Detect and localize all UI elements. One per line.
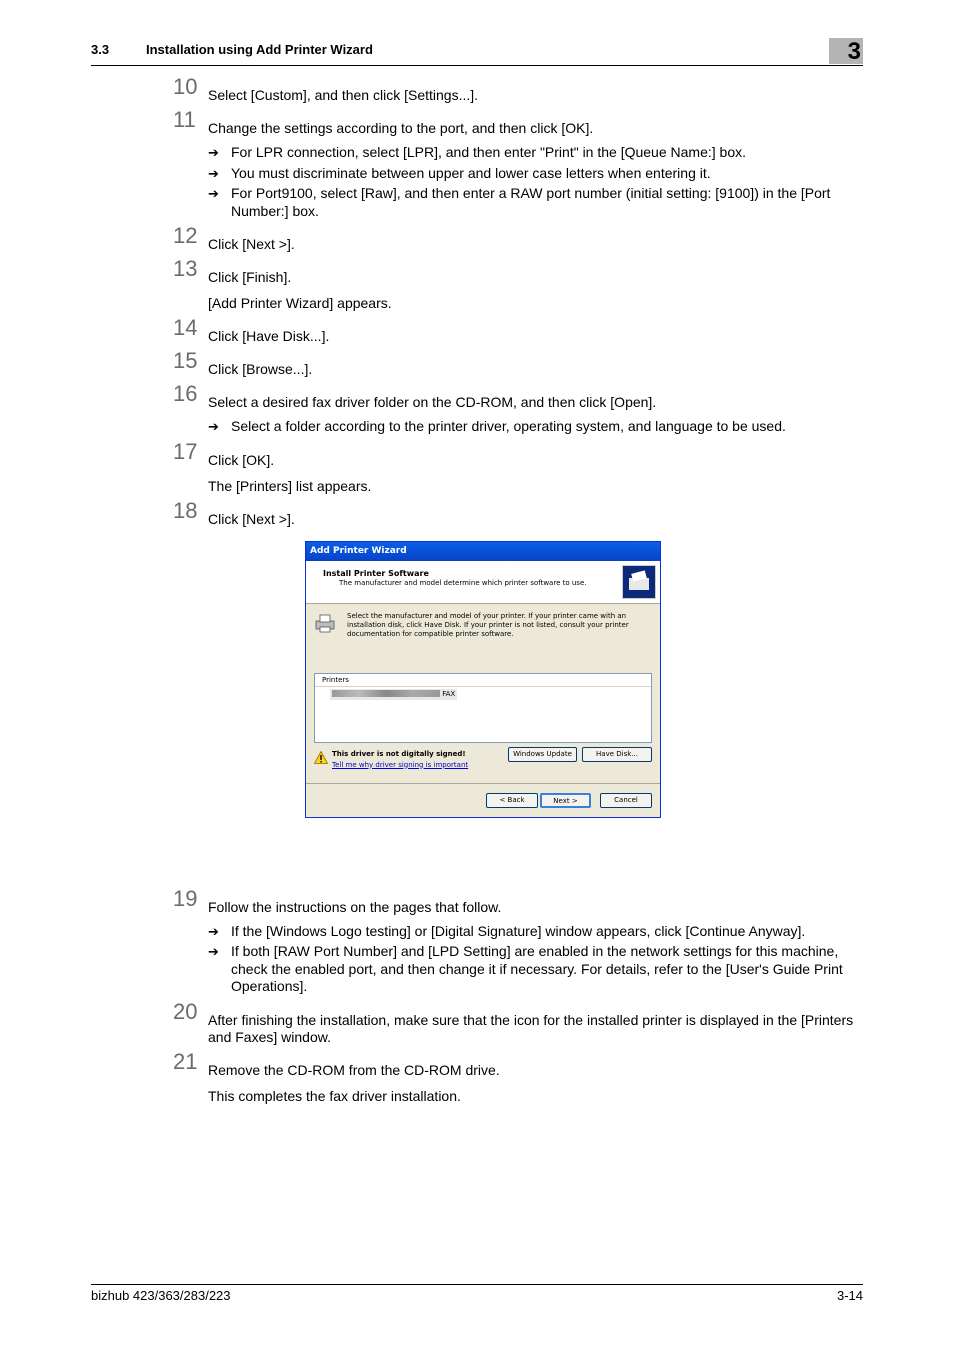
dialog-heading: Install Printer Software — [323, 568, 429, 578]
step-number: 15 — [173, 348, 198, 373]
step-text: Click [Finish]. — [208, 269, 292, 285]
section-title: Installation using Add Printer Wizard — [146, 42, 373, 57]
list-item-label: FAX — [442, 689, 456, 698]
bullet-text: For Port9100, select [Raw], and then enter a RAW port number (initial setting: [9100]) in the [Port Number:] box. — [231, 185, 831, 219]
step-note: The [Printers] list appears. — [208, 477, 372, 494]
step-21 — [173, 1048, 863, 1105]
arrow-icon: ➔ — [208, 944, 219, 959]
bullet-list — [208, 923, 863, 996]
step-number: 21 — [173, 1048, 198, 1074]
bullet-text: For LPR connection, select [LPR], and then enter "Print" in the [Queue Name:] box. — [231, 144, 746, 160]
dialog-subheading: The manufacturer and model determine which printer software to use. — [339, 578, 587, 587]
main-content — [173, 74, 863, 1105]
printers-list[interactable] — [314, 673, 652, 743]
dialog-divider — [306, 783, 660, 784]
bullet-text: Select a folder according to the printer driver, operating system, and language to be used. — [231, 418, 786, 434]
printers-list-header: Printers — [315, 674, 651, 687]
add-printer-wizard-dialog — [305, 541, 661, 818]
step-number: 19 — [173, 885, 198, 911]
bullet-list — [208, 144, 863, 220]
have-disk-button[interactable]: Have Disk... — [582, 747, 652, 762]
printer-list-item[interactable] — [330, 689, 457, 700]
step-text: Select a desired fax driver folder on the CD-ROM, and then click [Open]. — [208, 394, 657, 410]
bullet-list — [208, 418, 863, 436]
section-number: 3.3 — [91, 42, 110, 57]
bullet-item — [208, 418, 863, 436]
bullet-text: If both [RAW Port Number] and [LPD Setting] are enabled in the network settings for this machine, check the enabled port, and then change it if necessary. For details, refer to the [User's Guide Print Operations]. — [231, 943, 843, 994]
chapter-badge: 3 — [829, 38, 863, 64]
step-17 — [173, 438, 863, 495]
bullet-item — [208, 923, 863, 941]
step-number: 10 — [173, 74, 198, 99]
step-number: 11 — [173, 107, 196, 132]
page-number: 3-14 — [836, 1288, 863, 1303]
step-text: Click [OK]. — [208, 451, 275, 468]
arrow-icon: ➔ — [208, 165, 219, 181]
step-number: 13 — [173, 256, 198, 281]
step-number: 20 — [173, 998, 198, 1024]
step-19 — [173, 885, 863, 996]
arrow-icon: ➔ — [208, 145, 219, 160]
dialog-header-panel — [306, 561, 660, 604]
screenshot-figure — [173, 541, 863, 883]
step-note: [Add Printer Wizard] appears. — [208, 295, 392, 311]
wizard-logo-icon — [622, 565, 656, 599]
step-11 — [173, 107, 863, 220]
printer-icon — [314, 612, 336, 634]
step-12 — [173, 223, 863, 253]
arrow-icon: ➔ — [208, 419, 219, 434]
step-text: Follow the instructions on the pages that follow. — [208, 898, 502, 915]
back-button[interactable]: < Back — [486, 793, 538, 808]
step-16 — [173, 381, 863, 436]
step-text: Click [Browse...]. — [208, 361, 313, 377]
next-button[interactable]: Next > — [540, 793, 591, 808]
bullet-text: You must discriminate between upper and lower case letters when entering it. — [231, 164, 711, 181]
product-name: bizhub 423/363/283/223 — [91, 1288, 231, 1303]
cancel-button[interactable]: Cancel — [600, 793, 652, 808]
bullet-text: If the [Windows Logo testing] or [Digital Signature] window appears, click [Continue Anyway]. — [231, 922, 806, 939]
page-header — [91, 38, 863, 66]
step-text: Remove the CD-ROM from the CD-ROM drive. — [208, 1061, 500, 1078]
step-18 — [173, 497, 863, 528]
driver-signing-link[interactable]: Tell me why driver signing is important — [332, 760, 469, 769]
arrow-icon: ➔ — [208, 923, 219, 939]
step-note: This completes the fax driver installation. — [208, 1087, 461, 1104]
bullet-item — [208, 943, 863, 996]
arrow-icon: ➔ — [208, 186, 219, 201]
warning-title: This driver is not digitally signed! — [332, 749, 466, 758]
step-number: 18 — [173, 497, 198, 523]
bullet-item — [208, 165, 863, 183]
dialog-title: Add Printer Wizard — [306, 542, 660, 561]
bullet-item — [208, 144, 863, 162]
step-14 — [173, 315, 863, 345]
warning-icon — [314, 749, 328, 762]
step-20 — [173, 998, 863, 1046]
step-10 — [173, 74, 863, 104]
bullet-item — [208, 185, 863, 220]
step-number: 17 — [173, 438, 198, 464]
step-text: Click [Next >]. — [208, 236, 295, 252]
step-text: Click [Next >]. — [208, 510, 295, 527]
step-text: Select [Custom], and then click [Settings...]. — [208, 87, 479, 103]
step-number: 16 — [173, 381, 198, 406]
dialog-instructions: Select the manufacturer and model of your printer. If your printer came with an installation disk, click Have Disk. If your printer is not listed, consult your printer documentation for compatible printer software. — [347, 611, 629, 638]
step-number: 12 — [173, 223, 198, 248]
step-15 — [173, 348, 863, 378]
step-text: After finishing the installation, make sure that the icon for the installed printer is displayed in the [Printers and Faxes] window. — [208, 1011, 854, 1045]
blurred-model-name — [332, 690, 440, 697]
step-13 — [173, 256, 863, 312]
step-number: 14 — [173, 315, 198, 340]
step-text: Change the settings according to the port, and then click [OK]. — [208, 120, 594, 136]
page-footer — [91, 1284, 863, 1303]
step-text: Click [Have Disk...]. — [208, 328, 330, 344]
windows-update-button[interactable]: Windows Update — [508, 747, 577, 762]
